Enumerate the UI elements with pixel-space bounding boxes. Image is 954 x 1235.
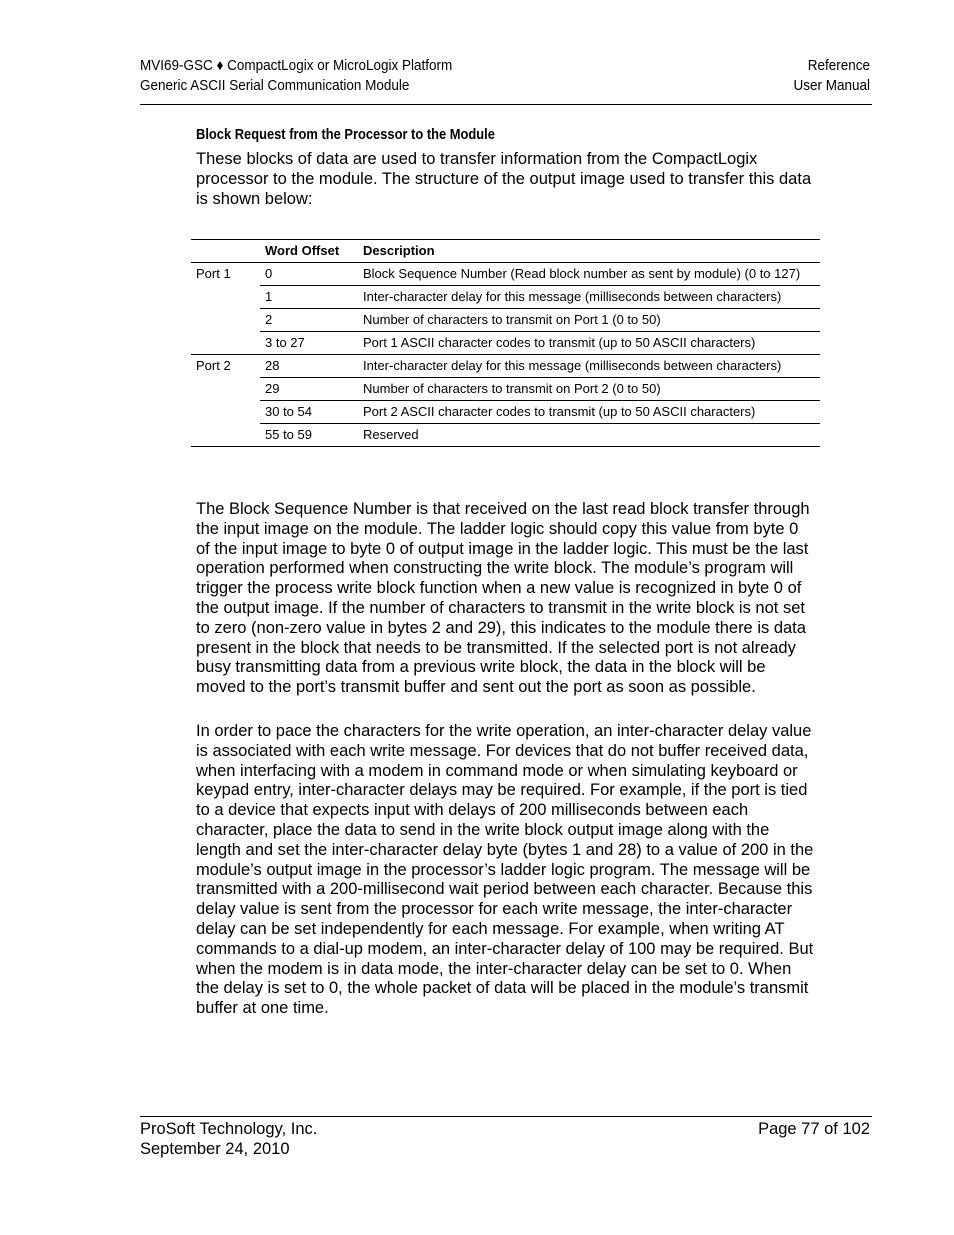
table-header-row [191, 240, 820, 263]
section-title: Block Request from the Processor to the Module [196, 126, 495, 143]
footer-page-number: Page 77 of 102 [758, 1120, 870, 1138]
footer-company: ProSoft Technology, Inc. [140, 1120, 318, 1138]
description-cell: Inter-character delay for this message (milliseconds between characters) [358, 355, 820, 378]
word-offset-cell: 0 [260, 263, 358, 286]
word-offset-cell: 28 [260, 355, 358, 378]
page-footer-left [140, 1119, 317, 1159]
page-header-left [140, 56, 452, 96]
intro-paragraph: These blocks of data are used to transfer information from the CompactLogix processor to the module. The structure of the output image used to transfer this data is shown below: [196, 150, 812, 208]
page-header-right [793, 56, 870, 96]
column-header-description: Description [358, 240, 820, 263]
inter-character-delay-paragraph: In order to pace the characters for the write operation, an inter-character delay value is associated with each write message. For devices that do not buffer received data, when interfacing with a modem in command mode or when simulating keyboard or keypad entry, inter-character delays may be required. For example, if the port is tied to a device that expects input with delays of 200 milliseconds between each character, place the data to send in the write block output image along with the length and set the inter-character delay byte (bytes 1 and 28) to a value of 200 in the module’s output image in the processor’s ladder logic program. The message will be transmitted with a 200-millisecond wait period between each character. Because this delay value is sent from the processor for each write message, the inter-character delay can be set independently for each message. For example, when writing AT commands to a dial-up modem, an inter-character delay of 100 may be required. But when the modem is in data mode, the inter-character delay can be set to 0. When the delay is set to 0, the whole packet of data will be placed in the module’s transmit buffer at one time. [196, 722, 814, 1018]
description-cell: Port 2 ASCII character codes to transmit (up to 50 ASCII characters) [358, 401, 820, 424]
footer-date: September 24, 2010 [140, 1140, 290, 1158]
table-row [191, 424, 820, 447]
description-cell: Inter-character delay for this message (milliseconds between characters) [358, 286, 820, 309]
header-product-line: MVI69-GSC ♦ CompactLogix or MicroLogix Platform [140, 57, 453, 74]
table-row [191, 378, 820, 401]
header-section-label: Reference [807, 57, 870, 74]
description-cell: Block Sequence Number (Read block number as sent by module) (0 to 127) [358, 263, 820, 286]
table-row [191, 286, 820, 309]
header-divider [140, 104, 872, 105]
description-cell: Number of characters to transmit on Port 1 (0 to 50) [358, 309, 820, 332]
description-cell: Port 1 ASCII character codes to transmit (up to 50 ASCII characters) [358, 332, 820, 355]
port-2-label: Port 2 [196, 358, 231, 373]
header-doc-type: User Manual [793, 77, 870, 94]
table-row [191, 355, 820, 378]
footer-divider [140, 1116, 872, 1117]
output-block-table [191, 239, 820, 447]
column-header-word-offset: Word Offset [260, 240, 358, 263]
word-offset-cell: 55 to 59 [265, 427, 312, 442]
word-offset-cell: 3 to 27 [260, 332, 358, 355]
description-cell: Reserved [363, 427, 419, 442]
table-row [191, 263, 820, 286]
table-row [191, 332, 820, 355]
word-offset-cell: 30 to 54 [260, 401, 358, 424]
header-module-line: Generic ASCII Serial Communication Module [140, 77, 410, 94]
table-row [191, 309, 820, 332]
column-header-port [191, 240, 260, 263]
word-offset-cell: 2 [260, 309, 358, 332]
port-1-label: Port 1 [191, 263, 260, 355]
block-sequence-paragraph: The Block Sequence Number is that received on the last read block transfer through the input image on the module. The ladder logic should copy this value from byte 0 of the input image to byte 0 of output image in the ladder logic. This must be the last operation performed when constructing the write block. The module’s program will trigger the process write block function when a new value is recognized in byte 0 of the output image. If the number of characters to transmit in the write block is not set to zero (non-zero value in bytes 2 and 29), this indicates to the module there is data present in the block that needs to be transmitted. If the selected port is not already busy transmitting data from a previous write block, the data in the block will be moved to the port’s transmit buffer and sent out the port as soon as possible. [196, 500, 810, 697]
word-offset-cell: 29 [260, 378, 358, 401]
table-row [191, 401, 820, 424]
description-cell: Number of characters to transmit on Port 2 (0 to 50) [358, 378, 820, 401]
word-offset-cell: 1 [260, 286, 358, 309]
